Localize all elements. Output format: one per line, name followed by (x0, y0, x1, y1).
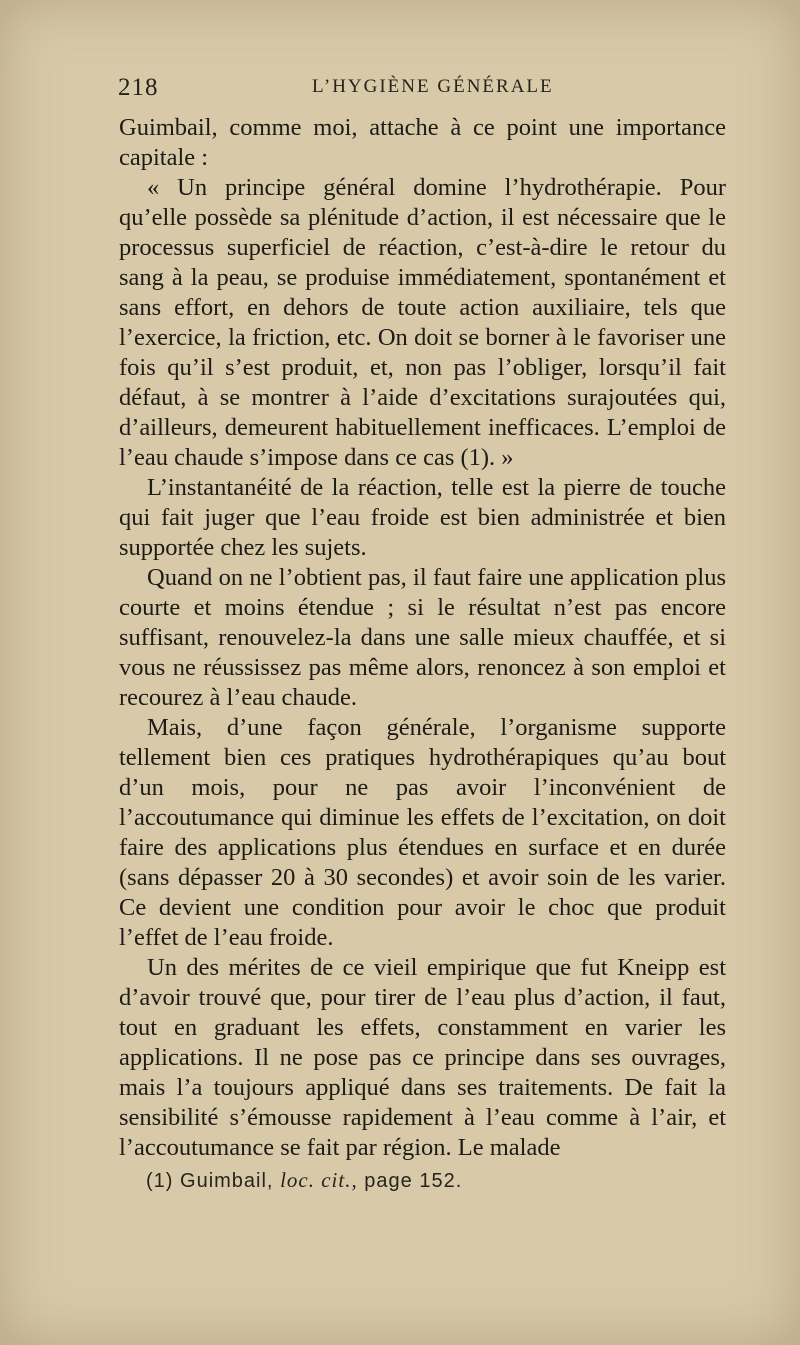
paragraph-2: « Un principe général domine l’hydrothérapie. Pour qu’elle possède sa plénitude d’action, il est nécessaire que le processus superficiel de réaction, c’est-à-dire le retour du sang à la peau, se produise immédiatement, spontanément et sans effort, en dehors de toute action auxiliaire, tels que l’exercice, la friction, etc. On doit se borner à le favoriser une fois qu’il s’est produit, et, non pas l’obliger, lorsqu’il fait défaut, à se montrer à l’aide d’excitations surajoutées qui, d’ailleurs, demeurent habituellement inefficaces. L’emploi de l’eau chaude s’impose dans ce cas (1). » (119, 174, 726, 471)
footnote-reference: loc. cit., (280, 1168, 358, 1192)
footnote (146, 1168, 726, 1193)
paragraph-1: Guimbail, comme moi, attache à ce point une importance capitale : (119, 114, 726, 171)
paragraph-6: Un des mérites de ce vieil empirique que fut Kneipp est d’avoir trouvé que, pour tirer de l’eau plus d’action, il faut, tout en graduant les effets, constamment en varier les applications. Il ne pose pas ce principe dans ses ouvrages, mais l’a toujours appliqué dans ses traitements. De fait la sensibilité s’émousse rapidement à l’eau comme à l’air, et l’accoutumance se fait par région. Le malade (119, 954, 726, 1161)
page-header (118, 74, 728, 104)
footnote-page: page 152. (364, 1170, 463, 1192)
paragraph-4: Quand on ne l’obtient pas, il faut faire une application plus courte et moins étendue ; si le résultat n’est pas encore suffisant, renouvelez-la dans une salle mieux chauffée, et si vous ne réussissez pas même alors, renoncez à son emploi et recourez à l’eau chaude. (119, 564, 726, 711)
paragraph-5: Mais, d’une façon générale, l’organisme supporte tellement bien ces pratiques hydrothérapiques qu’au bout d’un mois, pour ne pas avoir l’inconvénient de l’accoutumance qui diminue les effets de l’excitation, on doit faire des applications plus étendues en surface et en durée (sans dépasser 20 à 30 secondes) et avoir soin de les varier. Ce devient une condition pour avoir le choc que produit l’effet de l’eau froide. (119, 714, 726, 951)
footnote-marker: (1) (146, 1170, 174, 1192)
footnote-author: Guimbail, (180, 1170, 274, 1192)
page-number: 218 (118, 74, 159, 101)
body-text (119, 113, 726, 1163)
running-title: L’HYGIÈNE GÉNÉRALE (312, 76, 554, 97)
paragraph-3: L’instantanéité de la réaction, telle est la pierre de touche qui fait juger que l’eau froide est bien administrée et bien supportée chez les sujets. (119, 474, 726, 561)
